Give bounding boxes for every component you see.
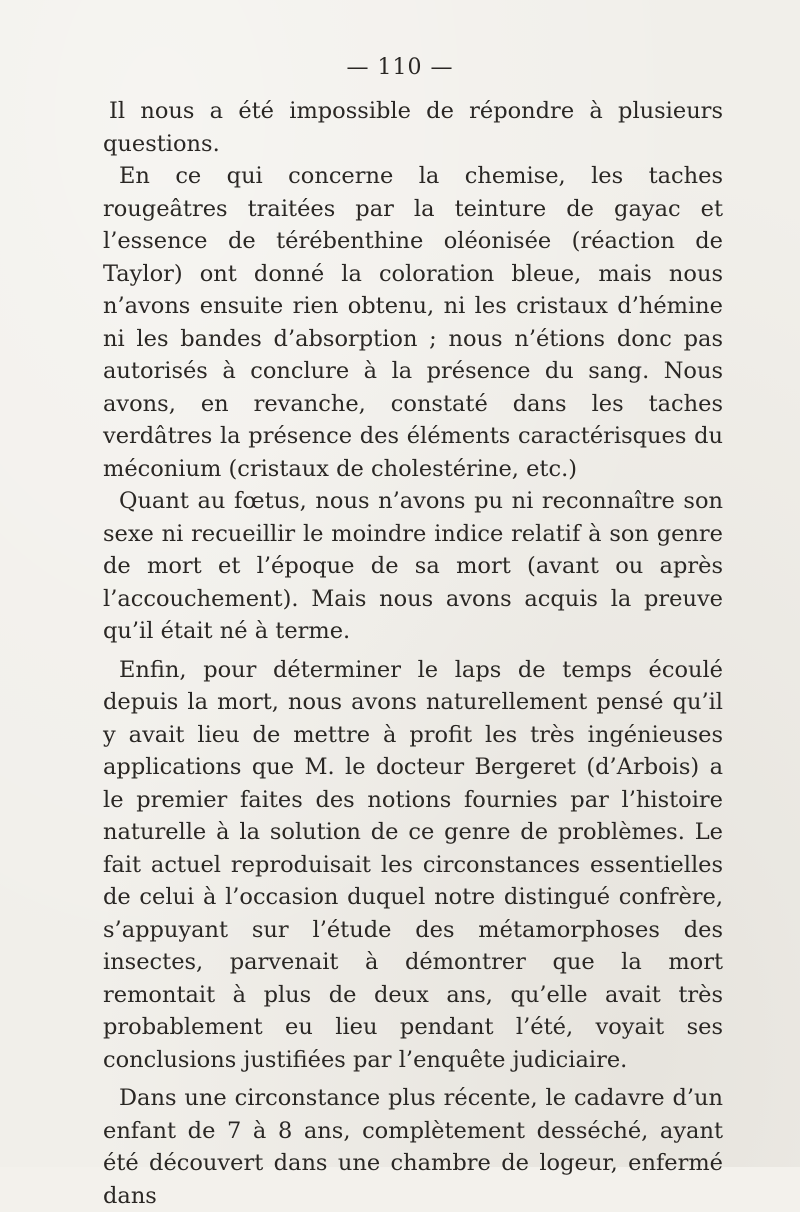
page-number: — 110 — (346, 55, 454, 80)
paragraph-3: Quant au fœtus, nous n’avons pu ni reconnaître son sexe ni recueillir le moindre indice relatif à son genre de mort et l’époque de sa mort (avant ou après l’accouchement). Mais nous avons acquis la preuve qu’il était né à terme. (103, 488, 723, 644)
body-text (103, 95, 723, 1212)
paragraph-2: En ce qui concerne la chemise, les taches rougeâtres traitées par la teinture de gayac et l’essence de térébenthine oléonisée (réaction de Taylor) ont donné la coloration bleue, mais nous n’avons ensuite rien obtenu, ni les cristaux d’hémine ni les bandes d’absorption ; nous n’étions donc pas autorisés à conclure à la présence du sang. Nous avons, en revanche, constaté dans les taches verdâtres la présence des éléments caractérisques du méconium (cristaux de cholestérine, etc.) (103, 163, 723, 482)
paragraph-1: Il nous a été impossible de répondre à plusieurs questions. (103, 98, 723, 157)
paragraph-5: Dans une circonstance plus récente, le cadavre d’un enfant de 7 à 8 ans, complètement desséché, ayant été découvert dans une chambre de logeur, enfermé dans (103, 1085, 723, 1209)
paragraph-4: Enfin, pour déterminer le laps de temps écoulé depuis la mort, nous avons naturellement pensé qu’il y avait lieu de mettre à profit les très ingénieuses applications que M. le docteur Bergeret (d’Arbois) a le premier faites des notions fournies par l’histoire naturelle à la solution de ce genre de problèmes. Le fait actuel reproduisait les circonstances essentielles de celui à l’occasion duquel notre distingué confrère, s’appuyant sur l’étude des métamorphoses des insectes, parvenait à démontrer que la mort remontait à plus de deux ans, qu’elle avait très probablement eu lieu pendant l’été, voyait ses conclusions justifiées par l’enquête judiciaire. (103, 656, 723, 1073)
